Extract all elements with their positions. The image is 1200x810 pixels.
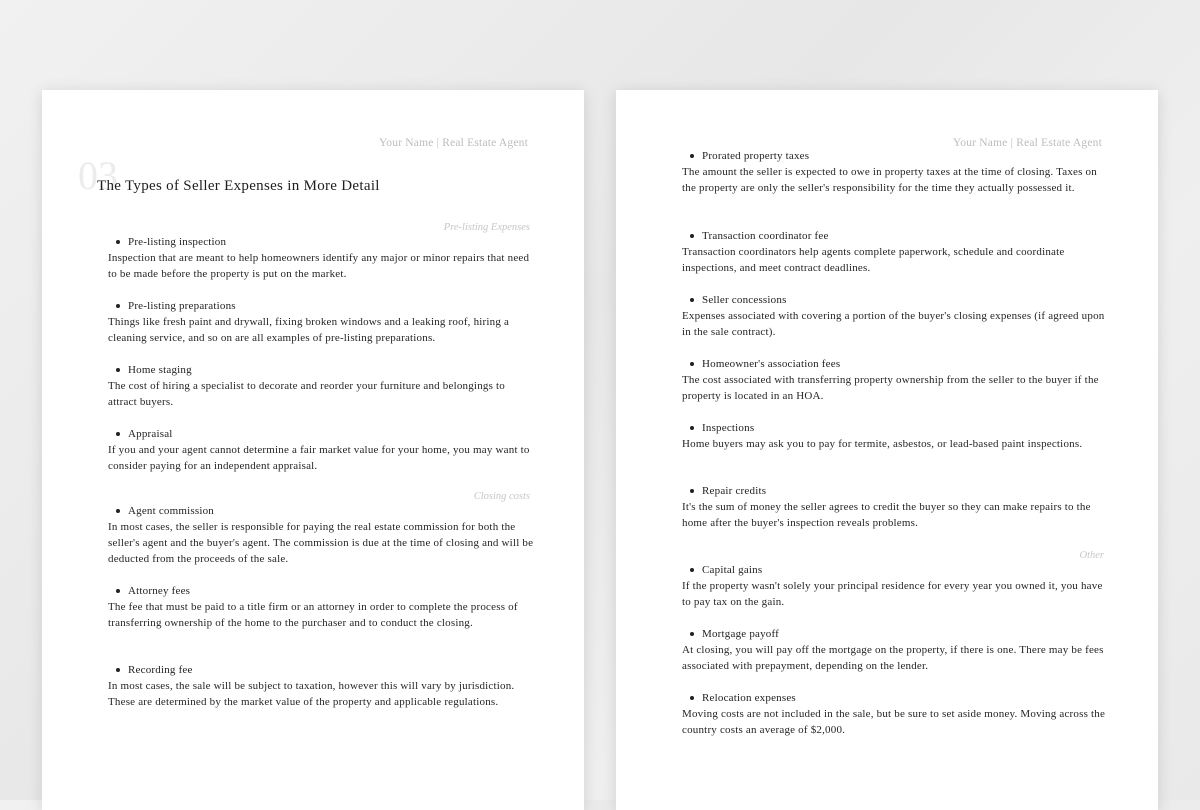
item-title: Repair credits bbox=[682, 483, 1108, 499]
item-title: Agent commission bbox=[108, 503, 534, 519]
item-description: Inspection that are meant to help homeowners identify any major or minor repairs that need to be made before the property is put on the market. bbox=[108, 252, 530, 280]
item-description: The fee that must be paid to a title firm or an attorney in order to complete the process of transferring ownership of the home to the purchaser and to conduct the closing. bbox=[108, 601, 518, 629]
list-item bbox=[108, 362, 534, 410]
chapter-number: 03 bbox=[78, 153, 118, 198]
item-title: Prorated property taxes bbox=[682, 148, 1108, 164]
list-item bbox=[682, 483, 1108, 531]
item-description: Expenses associated with covering a portion of the buyer's closing expenses (if agreed upon in the sale contract). bbox=[682, 310, 1105, 338]
item-description: The cost of hiring a specialist to decorate and reorder your furniture and belongings to attract buyers. bbox=[108, 380, 505, 408]
list-item bbox=[108, 234, 534, 282]
item-title: Transaction coordinator fee bbox=[682, 228, 1108, 244]
item-description: If the property wasn't solely your principal residence for every year you owned it, you have to pay tax on the gain. bbox=[682, 580, 1103, 608]
item-title: Appraisal bbox=[108, 426, 534, 442]
list-item bbox=[682, 562, 1108, 610]
item-title: Capital gains bbox=[682, 562, 1108, 578]
item-title: Home staging bbox=[108, 362, 534, 378]
page-header-label: Your Name | Real Estate Agent bbox=[952, 137, 1102, 149]
section-label-pre-listing: Pre-listing Expenses bbox=[443, 222, 530, 233]
item-description: In most cases, the seller is responsible for paying the real estate commission for both the seller's agent and the buyer's agent. The commission is due at the time of closing and will be deducted from the proceeds of the sale. bbox=[108, 521, 534, 565]
item-description: Home buyers may ask you to pay for termite, asbestos, or lead-based paint inspections. bbox=[682, 438, 1083, 450]
item-description: Moving costs are not included in the sale, but be sure to set aside money. Moving across the country costs an average of $2,000. bbox=[682, 708, 1106, 736]
item-title: Pre-listing preparations bbox=[108, 298, 534, 314]
item-description: It's the sum of money the seller agrees to credit the buyer so they can make repairs to the home after the buyer's inspection reveals problems. bbox=[682, 501, 1091, 529]
list-item bbox=[108, 662, 534, 710]
list-item bbox=[108, 503, 534, 567]
item-description: The cost associated with transferring property ownership from the seller to the buyer if the property is located in an HOA. bbox=[682, 374, 1099, 402]
section-label-closing-costs: Closing costs bbox=[473, 491, 530, 502]
document-page-left bbox=[42, 90, 584, 810]
item-title: Pre-listing inspection bbox=[108, 234, 534, 250]
list-item bbox=[108, 583, 534, 631]
document-page-right bbox=[616, 90, 1158, 810]
list-item bbox=[682, 292, 1108, 340]
item-description: The amount the seller is expected to owe in property taxes at the time of closing. Taxes on the property are only the seller's responsibility for the time they actually possessed it. bbox=[682, 166, 1097, 194]
item-title: Seller concessions bbox=[682, 292, 1108, 308]
item-description: If you and your agent cannot determine a fair market value for your home, you may want to consider paying for an independent appraisal. bbox=[108, 444, 530, 472]
item-description: Things like fresh paint and drywall, fixing broken windows and a leaking roof, hiring a cleaning service, and so on are all examples of pre-listing preparations. bbox=[108, 316, 510, 344]
item-title: Attorney fees bbox=[108, 583, 534, 599]
list-item bbox=[108, 298, 534, 346]
item-title: Relocation expenses bbox=[682, 690, 1108, 706]
list-item bbox=[682, 690, 1108, 738]
page-title: The Types of Seller Expenses in More Detail bbox=[97, 178, 380, 194]
item-title: Homeowner's association fees bbox=[682, 356, 1108, 372]
list-item bbox=[682, 148, 1108, 196]
page-header-label: Your Name | Real Estate Agent bbox=[378, 137, 528, 149]
section-label-other: Other bbox=[1079, 550, 1104, 561]
list-item bbox=[682, 420, 1108, 452]
list-item bbox=[682, 356, 1108, 404]
item-description: At closing, you will pay off the mortgage on the property, if there is one. There may be fees associated with prepayment, depending on the lender. bbox=[682, 644, 1104, 672]
item-description: In most cases, the sale will be subject to taxation, however this will vary by jurisdiction. These are determined by the market value of the property and applicable regulations. bbox=[108, 680, 515, 708]
list-item bbox=[682, 228, 1108, 276]
item-title: Inspections bbox=[682, 420, 1108, 436]
list-item bbox=[108, 426, 534, 474]
item-title: Recording fee bbox=[108, 662, 534, 678]
item-title: Mortgage payoff bbox=[682, 626, 1108, 642]
item-description: Transaction coordinators help agents complete paperwork, schedule and coordinate inspections, and meet contract deadlines. bbox=[682, 246, 1065, 274]
list-item bbox=[682, 626, 1108, 674]
